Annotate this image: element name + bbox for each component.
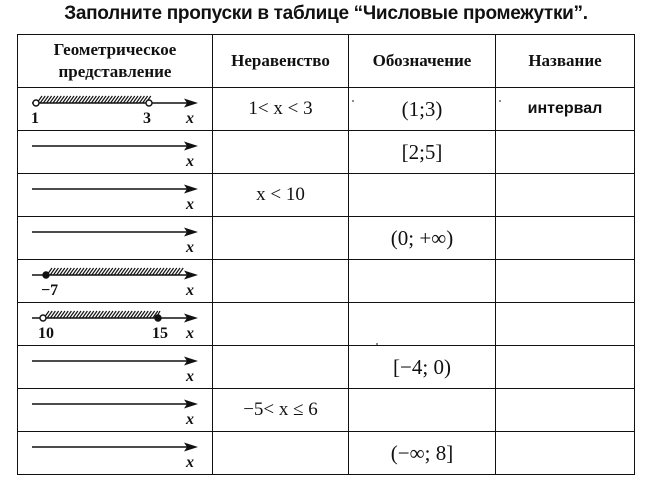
table-row bbox=[18, 346, 635, 389]
right-point-label: 15 bbox=[152, 325, 168, 342]
geometry-cell-6 bbox=[18, 303, 213, 346]
inequality-cell-6[interactable] bbox=[213, 303, 349, 346]
scan-dot bbox=[376, 343, 378, 345]
number-line bbox=[18, 260, 210, 302]
left-endpoint bbox=[40, 315, 46, 321]
notation-cell-3[interactable] bbox=[349, 174, 496, 217]
table-row bbox=[18, 260, 635, 303]
number-line bbox=[18, 346, 210, 388]
inequality-cell-5[interactable] bbox=[213, 260, 349, 303]
name-cell-9[interactable] bbox=[496, 432, 635, 475]
notation-cell-4: (0; +∞) bbox=[349, 217, 496, 260]
number-line bbox=[18, 88, 210, 130]
axis-label: x bbox=[186, 454, 194, 471]
notation-cell-8[interactable] bbox=[349, 389, 496, 432]
inequality-cell-4[interactable] bbox=[213, 217, 349, 260]
right-point-label: 3 bbox=[143, 110, 151, 127]
table-row bbox=[18, 217, 635, 260]
left-endpoint bbox=[43, 272, 49, 278]
notation-cell-6[interactable] bbox=[349, 303, 496, 346]
left-point-label: 10 bbox=[38, 325, 54, 342]
table-row bbox=[18, 174, 635, 217]
intervals-table bbox=[17, 34, 635, 475]
left-endpoint bbox=[33, 100, 39, 106]
header-notation: Обозначение bbox=[349, 35, 496, 88]
right-endpoint bbox=[155, 315, 161, 321]
notation-cell-7: [−4; 0) bbox=[349, 346, 496, 389]
geometry-cell-5 bbox=[18, 260, 213, 303]
name-cell-3[interactable] bbox=[496, 174, 635, 217]
number-line bbox=[18, 217, 210, 259]
name-cell-2[interactable] bbox=[496, 131, 635, 174]
geometry-cell-1 bbox=[18, 88, 213, 131]
table-row bbox=[18, 131, 635, 174]
table-row bbox=[18, 389, 635, 432]
notation-cell-2: [2;5] bbox=[349, 131, 496, 174]
name-cell-7[interactable] bbox=[496, 346, 635, 389]
axis-label: x bbox=[186, 110, 194, 127]
axis-label: x bbox=[186, 239, 194, 256]
header-inequality: Неравенство bbox=[213, 35, 349, 88]
axis-label: x bbox=[186, 196, 194, 213]
name-cell-8[interactable] bbox=[496, 389, 635, 432]
inequality-cell-9[interactable] bbox=[213, 432, 349, 475]
geometry-cell-9[interactable] bbox=[18, 432, 213, 475]
axis-label: x bbox=[186, 153, 194, 170]
axis-label: x bbox=[186, 368, 194, 385]
geometry-cell-3[interactable] bbox=[18, 174, 213, 217]
table-header-row bbox=[18, 35, 635, 88]
geometry-cell-4[interactable] bbox=[18, 217, 213, 260]
axis-label: x bbox=[186, 411, 194, 428]
scan-dot bbox=[352, 100, 354, 102]
right-endpoint bbox=[146, 100, 152, 106]
name-cell-1: интервал bbox=[496, 88, 635, 131]
inequality-cell-2[interactable] bbox=[213, 131, 349, 174]
page-title: Заполните пропуски в таблице “Числовые промежутки”. bbox=[64, 3, 588, 24]
axis-label: x bbox=[186, 325, 194, 342]
left-point-label: 1 bbox=[31, 110, 39, 127]
notation-cell-1: (1;3) bbox=[349, 88, 496, 131]
geometry-cell-2 bbox=[18, 131, 213, 174]
geometry-cell-7[interactable] bbox=[18, 346, 213, 389]
notation-cell-5[interactable] bbox=[349, 260, 496, 303]
name-cell-6[interactable] bbox=[496, 303, 635, 346]
number-line bbox=[18, 432, 210, 474]
header-name: Название bbox=[496, 35, 635, 88]
name-cell-5[interactable] bbox=[496, 260, 635, 303]
geometry-cell-8[interactable] bbox=[18, 389, 213, 432]
scan-dot bbox=[499, 100, 501, 102]
number-line bbox=[18, 303, 210, 345]
header-geometric: Геометрическое представление bbox=[18, 35, 213, 88]
inequality-cell-3: x < 10 bbox=[213, 174, 349, 217]
number-line bbox=[18, 174, 210, 216]
notation-cell-9: (−∞; 8] bbox=[349, 432, 496, 475]
left-point-label: −7 bbox=[41, 282, 59, 299]
number-line bbox=[18, 389, 210, 431]
axis-label: x bbox=[186, 282, 194, 299]
inequality-cell-8: −5< x ≤ 6 bbox=[213, 389, 349, 432]
inequality-cell-7[interactable] bbox=[213, 346, 349, 389]
table-row bbox=[18, 88, 635, 131]
name-cell-4[interactable] bbox=[496, 217, 635, 260]
number-line bbox=[18, 131, 210, 173]
inequality-cell-1: 1< x < 3 bbox=[213, 88, 349, 131]
table-row bbox=[18, 303, 635, 346]
table-row bbox=[18, 432, 635, 475]
